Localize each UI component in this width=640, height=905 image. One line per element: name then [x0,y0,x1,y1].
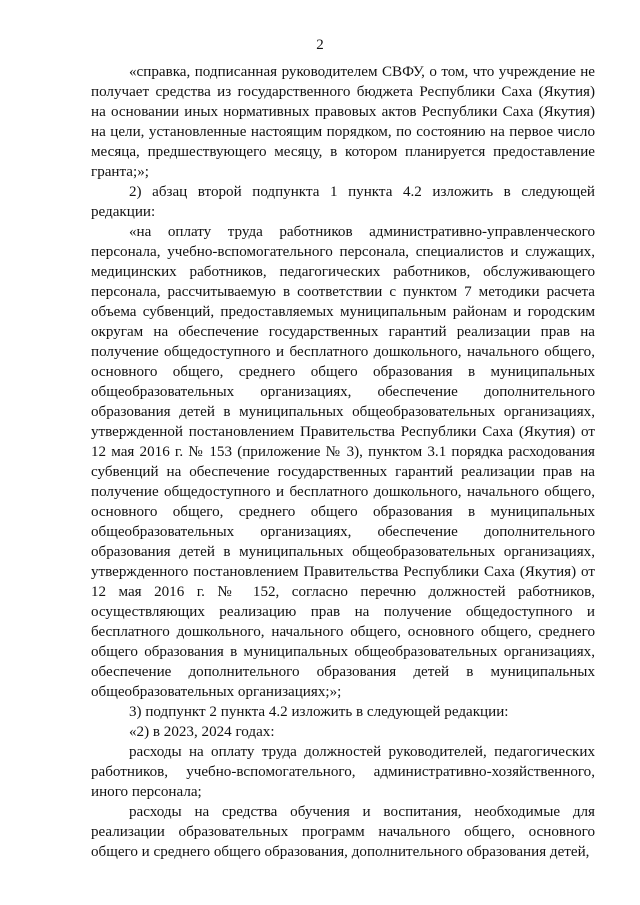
paragraph-certificate-svfu: «справка, подписанная руководителем СВФУ, о том, что учреждение не получает средства из государственного бюджета Республики Саха (Якутия) на основании иных нормативных правовых актов Республики Саха (Якутия) на цели, установленные настоящим порядком, по состоянию на первое число месяца, предшествующего месяцу, в котором планируется предоставление гранта;»; [91,64,595,180]
page-number: 2 [316,37,324,53]
paragraph-amendment-3: 3) подпункт 2 пункта 4.2 изложить в следующей редакции: [129,704,509,720]
paragraph-education-expenses: расходы на средства обучения и воспитания, необходимые для реализации образовательных программ начального общего, основного общего и среднего общего образования, дополнительного образования детей, [91,804,595,860]
paragraph-staff-expenses: расходы на оплату труда должностей руководителей, педагогических работников, учебно-вспомогательного, административно-хозяйственного, иного персонала; [91,744,595,800]
paragraph-amendment-2: 2) абзац второй подпункта 1 пункта 4.2 изложить в следующей редакции: [91,184,595,220]
paragraph-labor-payment: «на оплату труда работников административно-управленческого персонала, учебно-вспомогательного персонала, специалистов и служащих, медицинских работников, педагогических работников, обслуживающего персонала, рассчитываемую в соответствии с пунктом 7 методики расчета объема субвенций, предоставляемых муниципальным районам и городским округам на обеспечение государственных гарантий реализации прав на получение общедоступного и бесплатного дошкольного, начального общего, основного общего, среднего общего образования в муниципальных общеобразовательных организациях, обеспечение дополнительного образования детей в муниципальных общеобразовательных организациях, утвержденной постановлением Правительства Республики Саха (Якутия) от 12 мая 2016 г. № 153 (приложение № 3), пунктом 3.1 порядка расходования субвенций на обеспечение государственных гарантий реализации прав на получение общедоступного и бесплатного дошкольного, начального общего, основного общего, среднего общего образования в муниципальных общеобразовательных организациях, обеспечение дополнительного образования детей в муниципальных общеобразовательных организациях, утвержденного постановлением Правительства Республики Саха (Якутия) от 12 мая 2016 г. № 152, согласно перечню должностей работников, осуществляющих реализацию прав на получение общедоступного и бесплатного дошкольного, начального общего, основного общего, среднего общего образования в муниципальных общеобразовательных организациях, обеспечение дополнительного образования детей в муниципальных общеобразовательных организациях;»; [91,224,595,700]
document-body [91,62,595,862]
paragraph-years-2023-2024: «2) в 2023, 2024 годах: [129,724,275,740]
